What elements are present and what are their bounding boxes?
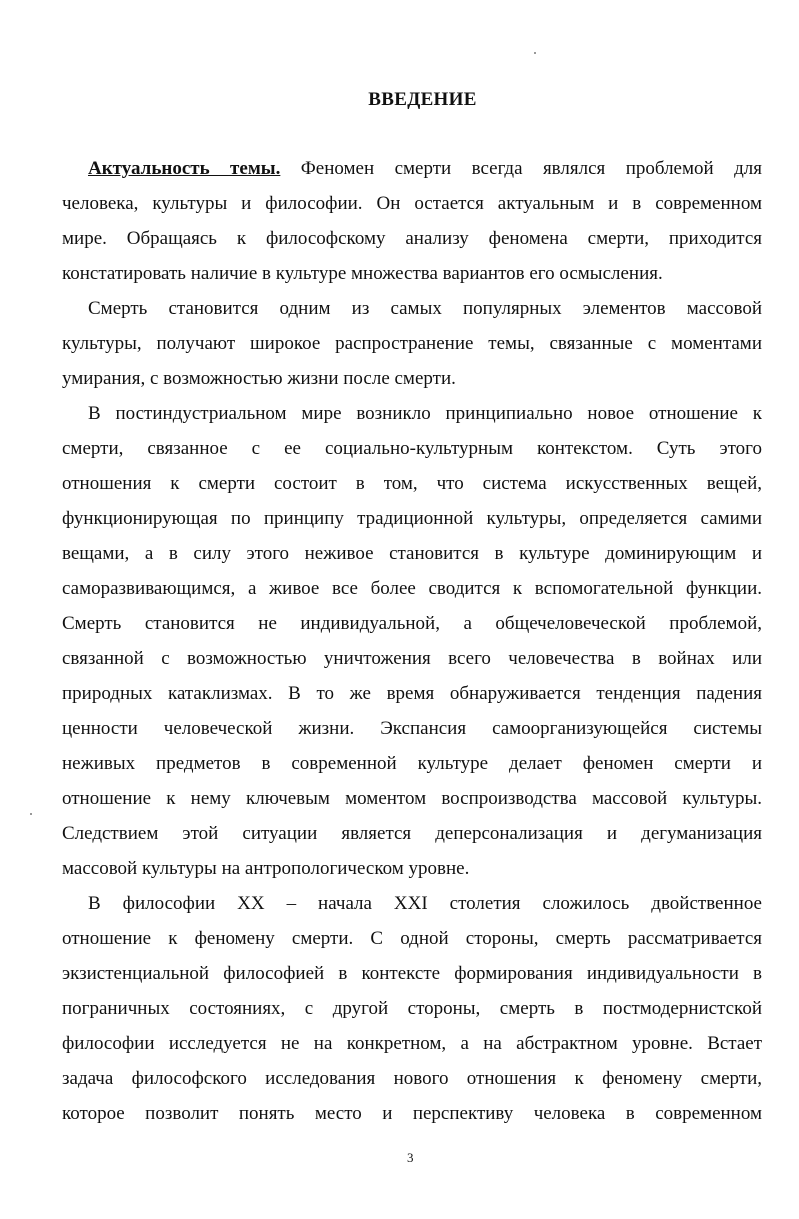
text-line <box>62 571 762 606</box>
line-text: задача философского исследования нового отношения к феномену смерти, <box>62 1068 762 1089</box>
line-text: функционирующая по принципу традиционной культуры, определяется самими <box>62 508 762 529</box>
text-line <box>62 781 762 816</box>
line-text: В философии XX – начала XXI столетия сложилось двойственное <box>88 893 762 914</box>
line-text: Смерть становится не индивидуальной, а общечеловеческой проблемой, <box>62 613 762 634</box>
line-text: природных катаклизмах. В то же время обнаруживается тенденция падения <box>62 683 762 704</box>
lead-heading: Актуальность темы. <box>88 158 281 179</box>
text-line <box>62 361 762 396</box>
line-text: смерти, связанное с ее социально-культурным контекстом. Суть этого <box>62 438 762 459</box>
line-text: культуры, получают широкое распространение темы, связанные с моментами <box>62 333 762 354</box>
text-line <box>62 536 762 571</box>
text-line <box>62 1026 762 1061</box>
line-text: мире. Обращаясь к философскому анализу феномена смерти, приходится <box>62 228 762 249</box>
paragraph <box>62 396 762 886</box>
scan-speck <box>534 52 536 54</box>
line-text: человека, культуры и философии. Он остается актуальным и в современном <box>62 193 762 214</box>
text-line <box>62 151 762 186</box>
line-text: массовой культуры на антропологическом уровне. <box>62 858 470 879</box>
scan-speck <box>30 813 32 815</box>
text-line <box>62 256 762 291</box>
line-text: неживых предметов в современной культуре делает феномен смерти и <box>62 753 762 774</box>
document-body <box>62 151 762 1131</box>
paragraph <box>62 886 762 1131</box>
text-line <box>62 851 762 886</box>
text-line <box>62 396 762 431</box>
text-line <box>62 291 762 326</box>
text-line <box>62 816 762 851</box>
line-text: отношения к смерти состоит в том, что система искусственных вещей, <box>62 473 762 494</box>
line-text: отношение к нему ключевым моментом воспроизводства массовой культуры. <box>62 788 762 809</box>
line-text: Следствием этой ситуации является деперсонализация и дегуманизация <box>62 823 762 844</box>
text-line <box>62 1096 762 1131</box>
line-text: философии исследуется не на конкретном, а на абстрактном уровне. Встает <box>62 1033 762 1054</box>
line-text: отношение к феномену смерти. С одной стороны, смерть рассматривается <box>62 928 762 949</box>
text-line <box>62 676 762 711</box>
paragraph <box>62 151 762 291</box>
text-line <box>62 956 762 991</box>
line-text: которое позволит понять место и перспективу человека в современном <box>62 1103 762 1124</box>
text-line <box>62 711 762 746</box>
line-text: вещами, а в силу этого неживое становится в культуре доминирующим и <box>62 543 762 564</box>
line-text: констатировать наличие в культуре множества вариантов его осмысления. <box>62 263 663 284</box>
text-line <box>62 221 762 256</box>
text-line <box>62 606 762 641</box>
page-number: 3 <box>407 1150 414 1165</box>
line-text: умирания, с возможностью жизни после смерти. <box>62 368 456 389</box>
line-text: экзистенциальной философией в контексте формирования индивидуальности в <box>62 963 762 984</box>
text-line <box>62 466 762 501</box>
text-line <box>62 641 762 676</box>
text-line <box>62 326 762 361</box>
text-line <box>62 886 762 921</box>
line-text: пограничных состояниях, с другой стороны, смерть в постмодернистской <box>62 998 762 1019</box>
text-line <box>62 991 762 1026</box>
text-line <box>62 921 762 956</box>
text-line <box>62 501 762 536</box>
section-title: ВВЕДЕНИЕ <box>368 89 477 110</box>
paragraph <box>62 291 762 396</box>
text-line <box>62 746 762 781</box>
text-line <box>62 431 762 466</box>
text-line <box>62 1061 762 1096</box>
text-line <box>62 186 762 221</box>
line-text: Смерть становится одним из самых популярных элементов массовой <box>88 298 762 319</box>
line-text: саморазвивающимся, а живое все более сводится к вспомогательной функции. <box>62 578 762 599</box>
line-text: Феномен смерти всегда являлся проблемой для <box>280 158 762 179</box>
line-text: В постиндустриальном мире возникло принципиально новое отношение к <box>88 403 762 424</box>
line-text: связанной с возможностью уничтожения всего человечества в войнах или <box>62 648 762 669</box>
line-text: ценности человеческой жизни. Экспансия самоорганизующейся системы <box>62 718 762 739</box>
